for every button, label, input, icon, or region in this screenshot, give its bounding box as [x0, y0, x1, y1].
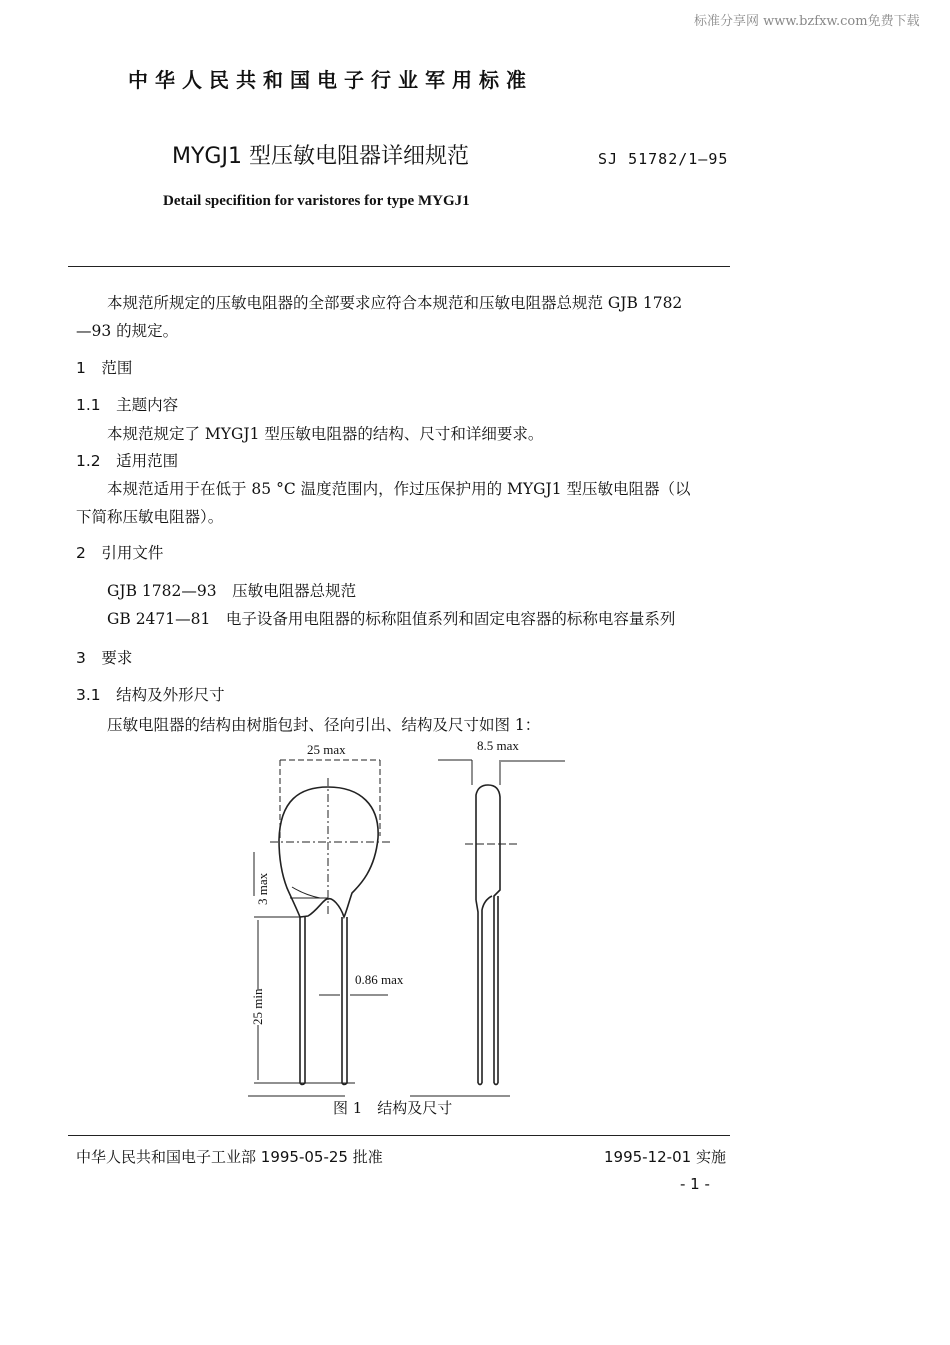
section-2-heading: 2 引用文件: [76, 544, 164, 562]
section-1-heading: 1 范围: [76, 359, 133, 377]
dim-lead-diameter-label: 0.86 max: [355, 972, 404, 987]
standard-code: SJ 51782/1—95: [598, 150, 729, 168]
front-view: [254, 760, 390, 1085]
section-1-2-text-1: 本规范适用于在低于 85 °C 温度范围内，作过压保护用的 MYGJ1 型压敏电阻器（以: [107, 480, 691, 498]
dim-lead-length-label: 25 min: [250, 988, 265, 1025]
section-3-1-text: 压敏电阻器的结构由树脂包封、径向引出、结构及尺寸如图 1：: [107, 716, 541, 734]
section-1-1-text: 本规范规定了 MYGJ1 型压敏电阻器的结构、尺寸和详细要求。: [107, 425, 544, 443]
section-1-2-heading: 1.2 适用范围: [76, 452, 179, 470]
intro-line-2: —93 的规定。: [76, 322, 179, 340]
watermark: 标准分享网 www.bzfxw.com免费下载: [694, 14, 920, 29]
document-title: MYGJ1 型压敏电阻器详细规范: [172, 144, 469, 169]
dim-height-label: 3 max: [255, 872, 270, 905]
dim-width-label: 25 max: [307, 742, 346, 757]
section-3-1-heading: 3.1 结构及外形尺寸: [76, 686, 225, 704]
section-3-heading: 3 要求: [76, 649, 133, 667]
section-1-2-text-2: 下简称压敏电阻器）。: [76, 508, 224, 526]
intro-line-1: 本规范所规定的压敏电阻器的全部要求应符合本规范和压敏电阻器总规范 GJB 1782: [107, 294, 683, 312]
effective-date: 1995-12-01 实施: [604, 1148, 726, 1166]
side-view: [438, 760, 565, 1085]
approval-text: 中华人民共和国电子工业部 1995-05-25 批准: [76, 1148, 383, 1166]
page-number: - 1 -: [680, 1175, 710, 1193]
reference-2: GB 2471—81 电子设备用电阻器的标称阻值系列和固定电容器的标称电容量系列: [107, 610, 676, 628]
org-title: 中华人民共和国电子行业军用标准: [128, 68, 533, 92]
figure-caption: 图 1 结构及尺寸: [333, 1099, 453, 1117]
reference-1: GJB 1782—93 压敏电阻器总规范: [107, 582, 357, 600]
english-title: Detail specifition for varistores for type MYGJ1: [163, 193, 470, 209]
footer-divider: [68, 1135, 730, 1136]
section-1-1-heading: 1.1 主题内容: [76, 396, 179, 414]
dim-thickness-label: 8.5 max: [477, 738, 519, 753]
